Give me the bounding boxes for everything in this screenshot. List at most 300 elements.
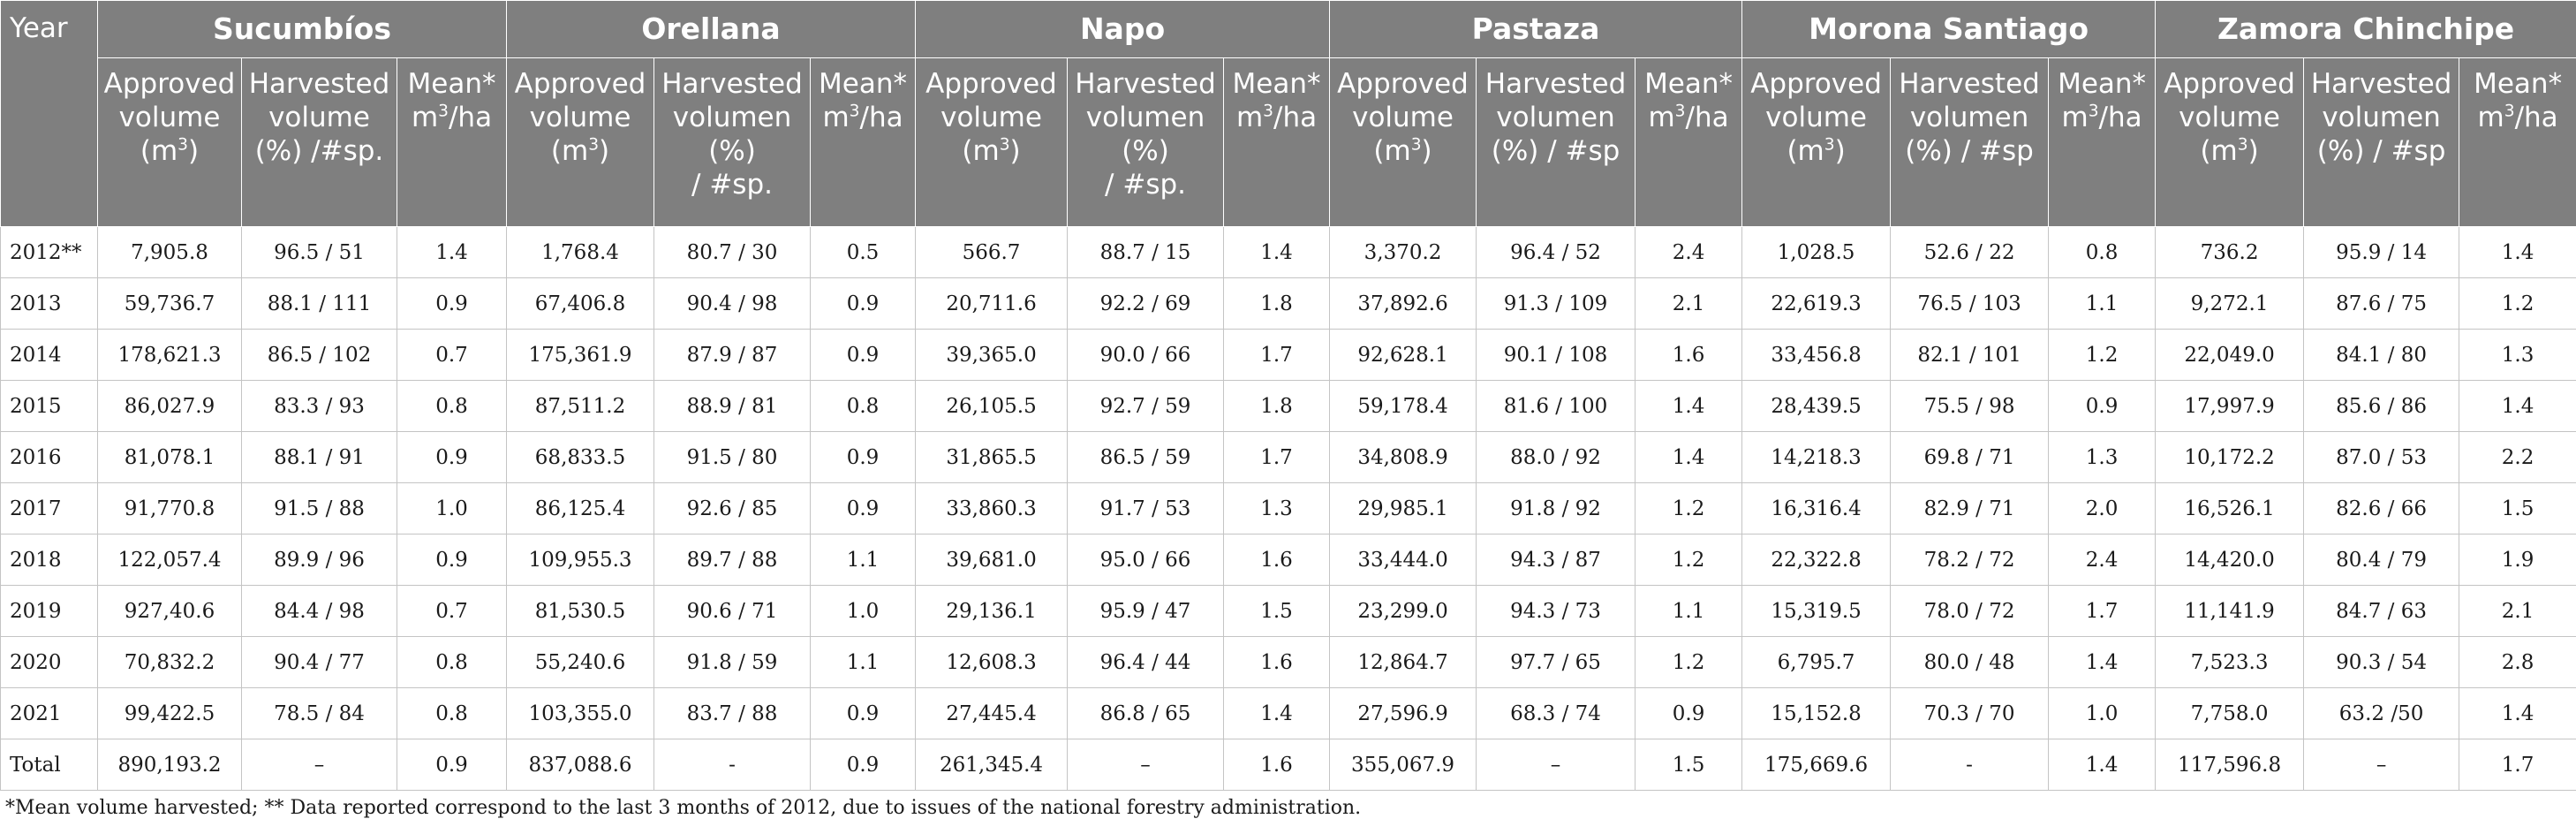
data-cell: 55,240.6 [507, 637, 654, 688]
data-cell: 0.8 [2049, 227, 2156, 278]
data-cell: 92.6 / 85 [654, 483, 811, 535]
data-cell: 89.7 / 88 [654, 535, 811, 586]
data-cell: 0.8 [397, 381, 507, 432]
data-cell: 63.2 /50 [2304, 688, 2459, 739]
harvested-line-1: Harvested [661, 68, 803, 100]
data-cell: 0.8 [397, 637, 507, 688]
unit-exponent: 3 [2088, 102, 2099, 121]
region-header-orellana: Orellana [507, 1, 916, 58]
data-cell: 14,218.3 [1742, 432, 1891, 483]
data-cell: 89.9 / 96 [242, 535, 397, 586]
table-row [1, 330, 2576, 381]
approved-line-3 [2159, 134, 2300, 168]
approved-line-1: Approved [1337, 68, 1469, 100]
data-cell: 2.4 [2049, 535, 2156, 586]
harvested-volume-header [242, 58, 397, 227]
data-cell: 82.1 / 101 [1891, 330, 2049, 381]
approved-line-3 [919, 134, 1063, 168]
unit-text: (m [550, 135, 589, 167]
data-cell: 22,049.0 [2156, 330, 2304, 381]
harvested-line-3: (%) /#sp. [254, 135, 384, 167]
data-cell: 84.7 / 63 [2304, 586, 2459, 637]
approved-line-2: volume [941, 102, 1042, 133]
data-cell: 78.0 / 72 [1891, 586, 2049, 637]
data-cell: 96.4 / 44 [1068, 637, 1224, 688]
data-cell: 94.3 / 73 [1477, 586, 1635, 637]
data-cell: 1.9 [2459, 535, 2576, 586]
unit-close: ) [188, 135, 200, 167]
mean-line-2 [401, 101, 502, 134]
data-cell: 97.7 / 65 [1477, 637, 1635, 688]
unit-exponent: 3 [1674, 102, 1686, 121]
data-cell: 70,832.2 [98, 637, 242, 688]
data-cell: 88.9 / 81 [654, 381, 811, 432]
data-cell: 12,608.3 [916, 637, 1068, 688]
data-cell: 1.1 [811, 535, 916, 586]
data-cell: 890,193.2 [98, 739, 242, 791]
data-cell: 1.8 [1224, 278, 1330, 330]
year-cell: 2015 [1, 381, 98, 432]
data-cell: 85.6 / 86 [2304, 381, 2459, 432]
table-row [1, 535, 2576, 586]
approved-line-3 [510, 134, 650, 168]
unit-text: (m [2200, 135, 2238, 167]
approved-line-2: volume [1352, 102, 1454, 133]
data-cell: 7,758.0 [2156, 688, 2304, 739]
data-cell: 33,444.0 [1330, 535, 1477, 586]
table-row [1, 381, 2576, 432]
data-cell: 2.0 [2049, 483, 2156, 535]
mean-line-1: Mean* [2474, 68, 2563, 100]
unit-close: ) [2247, 135, 2259, 167]
data-cell: 0.9 [811, 739, 916, 791]
year-column-header: Year [1, 1, 98, 227]
data-cell: 33,860.3 [916, 483, 1068, 535]
data-cell: 87.9 / 87 [654, 330, 811, 381]
data-cell: 0.5 [811, 227, 916, 278]
table-row [1, 227, 2576, 278]
table-row [1, 483, 2576, 535]
data-cell: 29,985.1 [1330, 483, 1477, 535]
data-cell: 1.4 [2459, 688, 2576, 739]
year-cell: 2017 [1, 483, 98, 535]
data-cell: 81,078.1 [98, 432, 242, 483]
data-cell: 90.4 / 77 [242, 637, 397, 688]
unit-exponent: 3 [588, 135, 600, 155]
approved-line-2: volume [2179, 102, 2280, 133]
data-cell: 15,152.8 [1742, 688, 1891, 739]
year-cell: 2012** [1, 227, 98, 278]
data-cell: 1.6 [1224, 739, 1330, 791]
data-cell: 95.9 / 14 [2304, 227, 2459, 278]
data-cell: 91.7 / 53 [1068, 483, 1224, 535]
data-cell: 52.6 / 22 [1891, 227, 2049, 278]
unit-exponent: 3 [1263, 102, 1273, 121]
approved-line-2: volume [118, 102, 221, 133]
harvested-line-2: volumen [2322, 102, 2441, 133]
mean-line-1: Mean* [1232, 68, 1321, 100]
data-cell: 22,322.8 [1742, 535, 1891, 586]
data-cell: 11,141.9 [2156, 586, 2304, 637]
data-cell: 33,456.8 [1742, 330, 1891, 381]
data-cell: 1.1 [811, 637, 916, 688]
data-cell: 83.7 / 88 [654, 688, 811, 739]
data-cell: 86,027.9 [98, 381, 242, 432]
approved-volume-header [507, 58, 654, 227]
harvested-line-2: volumen [1909, 102, 2029, 133]
data-cell: 91.5 / 80 [654, 432, 811, 483]
unit-per-ha: /ha [2098, 102, 2142, 133]
data-cell: 7,523.3 [2156, 637, 2304, 688]
harvested-line-3: (%) / #sp [1905, 135, 2034, 167]
data-cell: 23,299.0 [1330, 586, 1477, 637]
mean-line-2 [814, 101, 911, 134]
mean-line-2 [2463, 101, 2572, 134]
data-cell: 1.2 [2049, 330, 2156, 381]
data-cell: 87.0 / 53 [2304, 432, 2459, 483]
unit-text: (m [1787, 135, 1824, 167]
harvested-line-3: (%) [708, 135, 756, 167]
data-cell: 86.5 / 59 [1068, 432, 1224, 483]
data-cell: 9,272.1 [2156, 278, 2304, 330]
sub-header-row [1, 58, 2576, 227]
data-cell: 82.9 / 71 [1891, 483, 2049, 535]
data-cell: 0.9 [811, 483, 916, 535]
unit-exponent: 3 [2237, 135, 2248, 155]
data-cell: 1.4 [2459, 227, 2576, 278]
data-cell: 68.3 / 74 [1477, 688, 1635, 739]
approved-volume-header [1742, 58, 1891, 227]
data-cell: 2.2 [2459, 432, 2576, 483]
harvested-line-2: volumen [1085, 102, 1205, 133]
year-cell: 2018 [1, 535, 98, 586]
unit-exponent: 3 [1824, 135, 1835, 155]
year-cell: 2019 [1, 586, 98, 637]
region-header-napo: Napo [916, 1, 1330, 58]
data-cell: 1.3 [2049, 432, 2156, 483]
data-cell: 15,319.5 [1742, 586, 1891, 637]
harvested-volume-header [1068, 58, 1224, 227]
data-cell: 96.4 / 52 [1477, 227, 1635, 278]
data-cell: 1.3 [2459, 330, 2576, 381]
data-cell: 87.6 / 75 [2304, 278, 2459, 330]
data-cell: 59,736.7 [98, 278, 242, 330]
data-cell: 22,619.3 [1742, 278, 1891, 330]
data-cell: 1.3 [1224, 483, 1330, 535]
data-cell: 16,316.4 [1742, 483, 1891, 535]
data-cell: 95.9 / 47 [1068, 586, 1224, 637]
data-cell: 84.4 / 98 [242, 586, 397, 637]
table-body [1, 227, 2576, 791]
data-cell: 39,681.0 [916, 535, 1068, 586]
unit-text: m [1648, 102, 1675, 133]
data-cell: 1,768.4 [507, 227, 654, 278]
data-cell: 178,621.3 [98, 330, 242, 381]
approved-line-3 [1746, 134, 1886, 168]
data-cell: 0.9 [397, 535, 507, 586]
approved-line-1: Approved [514, 68, 646, 100]
mean-header [811, 58, 916, 227]
year-cell: 2013 [1, 278, 98, 330]
data-cell: 566.7 [916, 227, 1068, 278]
mean-header [397, 58, 507, 227]
region-header-zamora-chinchipe: Zamora Chinchipe [2156, 1, 2576, 58]
data-cell: 355,067.9 [1330, 739, 1477, 791]
data-cell: 90.4 / 98 [654, 278, 811, 330]
unit-close: ) [1009, 135, 1021, 167]
data-cell: 86,125.4 [507, 483, 654, 535]
data-cell: 1.2 [1635, 483, 1742, 535]
data-cell: 91.3 / 109 [1477, 278, 1635, 330]
data-cell: 90.6 / 71 [654, 586, 811, 637]
year-cell: Total [1, 739, 98, 791]
mean-line-2 [1639, 101, 1738, 134]
data-cell: 1.7 [2459, 739, 2576, 791]
data-cell: 1.4 [2049, 637, 2156, 688]
data-cell: 1.0 [397, 483, 507, 535]
data-cell: 28,439.5 [1742, 381, 1891, 432]
data-cell: 70.3 / 70 [1891, 688, 2049, 739]
unit-text: m [411, 102, 439, 133]
data-cell: 1.5 [2459, 483, 2576, 535]
region-header-sucumbios: Sucumbíos [98, 1, 507, 58]
harvested-line-3: (%) [1122, 135, 1169, 167]
approved-line-2: volume [1765, 102, 1867, 133]
mean-line-1: Mean* [407, 68, 496, 100]
approved-line-1: Approved [2164, 68, 2295, 100]
data-cell: 90.3 / 54 [2304, 637, 2459, 688]
data-cell: 29,136.1 [916, 586, 1068, 637]
data-cell: 1.0 [811, 586, 916, 637]
data-cell: 1.6 [1224, 535, 1330, 586]
unit-exponent: 3 [849, 102, 860, 121]
data-cell: 6,795.7 [1742, 637, 1891, 688]
unit-exponent: 3 [438, 102, 449, 121]
data-cell: 34,808.9 [1330, 432, 1477, 483]
data-cell: 2.4 [1635, 227, 1742, 278]
table-row [1, 586, 2576, 637]
data-cell: 96.5 / 51 [242, 227, 397, 278]
unit-text: m [822, 102, 850, 133]
data-cell: 26,105.5 [916, 381, 1068, 432]
data-cell: 1.0 [2049, 688, 2156, 739]
data-cell: 3,370.2 [1330, 227, 1477, 278]
data-cell: 2.8 [2459, 637, 2576, 688]
harvested-line-1: Harvested [1484, 68, 1627, 100]
data-cell: 1.2 [1635, 637, 1742, 688]
data-cell: 67,406.8 [507, 278, 654, 330]
approved-line-1: Approved [925, 68, 1057, 100]
data-cell: 1.4 [1224, 688, 1330, 739]
data-cell: 80.4 / 79 [2304, 535, 2459, 586]
mean-header [2459, 58, 2576, 227]
unit-text: (m [1373, 135, 1411, 167]
data-cell: 0.9 [811, 278, 916, 330]
data-cell: 0.9 [811, 688, 916, 739]
approved-line-1: Approved [103, 68, 236, 100]
data-cell: 103,355.0 [507, 688, 654, 739]
data-cell: 75.5 / 98 [1891, 381, 2049, 432]
data-cell: 1.1 [2049, 278, 2156, 330]
harvested-line-4: / #sp. [691, 169, 773, 201]
data-cell: 88.1 / 91 [242, 432, 397, 483]
data-cell: 92,628.1 [1330, 330, 1477, 381]
approved-line-1: Approved [1750, 68, 1882, 100]
data-cell: 2.1 [2459, 586, 2576, 637]
approved-volume-header [2156, 58, 2304, 227]
table-row [1, 739, 2576, 791]
data-cell: 88.1 / 111 [242, 278, 397, 330]
data-cell: 83.3 / 93 [242, 381, 397, 432]
data-cell: 0.9 [397, 278, 507, 330]
mean-line-2 [2052, 101, 2151, 134]
data-cell: 0.9 [811, 330, 916, 381]
data-cell: – [2304, 739, 2459, 791]
data-cell: 90.0 / 66 [1068, 330, 1224, 381]
data-cell: 91,770.8 [98, 483, 242, 535]
harvested-line-2: volumen [1496, 102, 1615, 133]
harvested-volume-header [1891, 58, 2049, 227]
data-cell: 86.8 / 65 [1068, 688, 1224, 739]
region-header-row [1, 1, 2576, 58]
data-cell: 59,178.4 [1330, 381, 1477, 432]
data-cell: 90.1 / 108 [1477, 330, 1635, 381]
data-cell: 1.8 [1224, 381, 1330, 432]
data-cell: 82.6 / 66 [2304, 483, 2459, 535]
data-cell: 0.9 [811, 432, 916, 483]
data-cell: 0.9 [1635, 688, 1742, 739]
data-cell: 2.1 [1635, 278, 1742, 330]
unit-per-ha: /ha [2514, 102, 2558, 133]
data-cell: 1.4 [1224, 227, 1330, 278]
harvested-volume-header [654, 58, 811, 227]
data-cell: – [242, 739, 397, 791]
region-header-pastaza: Pastaza [1330, 1, 1742, 58]
approved-volume-header [1330, 58, 1477, 227]
data-cell: 1.2 [2459, 278, 2576, 330]
unit-per-ha: /ha [1685, 102, 1729, 133]
data-cell: 1.5 [1224, 586, 1330, 637]
data-cell: 837,088.6 [507, 739, 654, 791]
unit-text: (m [962, 135, 1000, 167]
approved-line-2: volume [529, 102, 631, 133]
data-cell: 69.8 / 71 [1891, 432, 2049, 483]
data-cell: 261,345.4 [916, 739, 1068, 791]
data-cell: 0.8 [397, 688, 507, 739]
unit-exponent: 3 [178, 135, 189, 155]
harvested-volume-header [1477, 58, 1635, 227]
data-cell: 31,865.5 [916, 432, 1068, 483]
data-cell: 76.5 / 103 [1891, 278, 2049, 330]
data-cell: 0.7 [397, 586, 507, 637]
data-cell: 927,40.6 [98, 586, 242, 637]
mean-line-1: Mean* [2058, 68, 2147, 100]
table-footnote: *Mean volume harvested; ** Data reported correspond to the last 3 months of 2012, due to issues of the national forestry administration. [5, 797, 1362, 819]
harvested-line-1: Harvested [1075, 68, 1216, 100]
unit-exponent: 3 [2504, 102, 2515, 121]
year-cell: 2014 [1, 330, 98, 381]
data-cell: 99,422.5 [98, 688, 242, 739]
data-cell: 0.8 [811, 381, 916, 432]
data-cell: 7,905.8 [98, 227, 242, 278]
harvested-volume-header [2304, 58, 2459, 227]
table-row [1, 432, 2576, 483]
data-cell: 88.0 / 92 [1477, 432, 1635, 483]
data-cell: - [654, 739, 811, 791]
data-cell: – [1068, 739, 1224, 791]
unit-exponent: 3 [999, 135, 1010, 155]
data-cell: 1.4 [397, 227, 507, 278]
data-cell: 117,596.8 [2156, 739, 2304, 791]
year-cell: 2021 [1, 688, 98, 739]
table-row [1, 688, 2576, 739]
harvested-line-1: Harvested [2310, 68, 2452, 100]
data-cell: 80.0 / 48 [1891, 637, 2049, 688]
data-cell: 20,711.6 [916, 278, 1068, 330]
table-row [1, 278, 2576, 330]
mean-header [1224, 58, 1330, 227]
year-cell: 2020 [1, 637, 98, 688]
unit-exponent: 3 [1410, 135, 1422, 155]
data-cell: 122,057.4 [98, 535, 242, 586]
data-cell: 80.7 / 30 [654, 227, 811, 278]
unit-text: m [2061, 102, 2089, 133]
unit-text: m [2477, 102, 2504, 133]
data-cell: 37,892.6 [1330, 278, 1477, 330]
table-row [1, 637, 2576, 688]
data-cell: 1.4 [1635, 432, 1742, 483]
approved-line-3 [1333, 134, 1472, 168]
data-cell: 86.5 / 102 [242, 330, 397, 381]
data-cell: 175,361.9 [507, 330, 654, 381]
data-cell: 78.5 / 84 [242, 688, 397, 739]
data-cell: – [1477, 739, 1635, 791]
harvested-line-1: Harvested [248, 68, 390, 100]
approved-line-3 [102, 134, 238, 168]
harvested-line-1: Harvested [1899, 68, 2040, 100]
data-cell: 1.7 [2049, 586, 2156, 637]
data-cell: 78.2 / 72 [1891, 535, 2049, 586]
region-header-morona-santiago: Morona Santiago [1742, 1, 2156, 58]
data-cell: 84.1 / 80 [2304, 330, 2459, 381]
mean-line-1: Mean* [1644, 68, 1734, 100]
data-cell: 1.5 [1635, 739, 1742, 791]
data-cell: 68,833.5 [507, 432, 654, 483]
harvested-line-2: volumen [672, 102, 792, 133]
unit-close: ) [1834, 135, 1846, 167]
data-cell: 16,526.1 [2156, 483, 2304, 535]
data-cell: 1.2 [1635, 535, 1742, 586]
data-cell: 88.7 / 15 [1068, 227, 1224, 278]
data-cell: 10,172.2 [2156, 432, 2304, 483]
data-cell: 91.5 / 88 [242, 483, 397, 535]
data-cell: 17,997.9 [2156, 381, 2304, 432]
mean-header [2049, 58, 2156, 227]
unit-close: ) [1421, 135, 1432, 167]
data-cell: 27,445.4 [916, 688, 1068, 739]
unit-per-ha: /ha [859, 102, 903, 133]
mean-header [1635, 58, 1742, 227]
mean-line-1: Mean* [819, 68, 907, 100]
approved-volume-header [916, 58, 1068, 227]
mean-line-2 [1228, 101, 1326, 134]
data-cell: 92.2 / 69 [1068, 278, 1224, 330]
data-cell: 0.7 [397, 330, 507, 381]
data-cell: 175,669.6 [1742, 739, 1891, 791]
data-cell: 92.7 / 59 [1068, 381, 1224, 432]
data-cell: 0.9 [397, 739, 507, 791]
harvested-line-4: / #sp. [1105, 169, 1187, 201]
